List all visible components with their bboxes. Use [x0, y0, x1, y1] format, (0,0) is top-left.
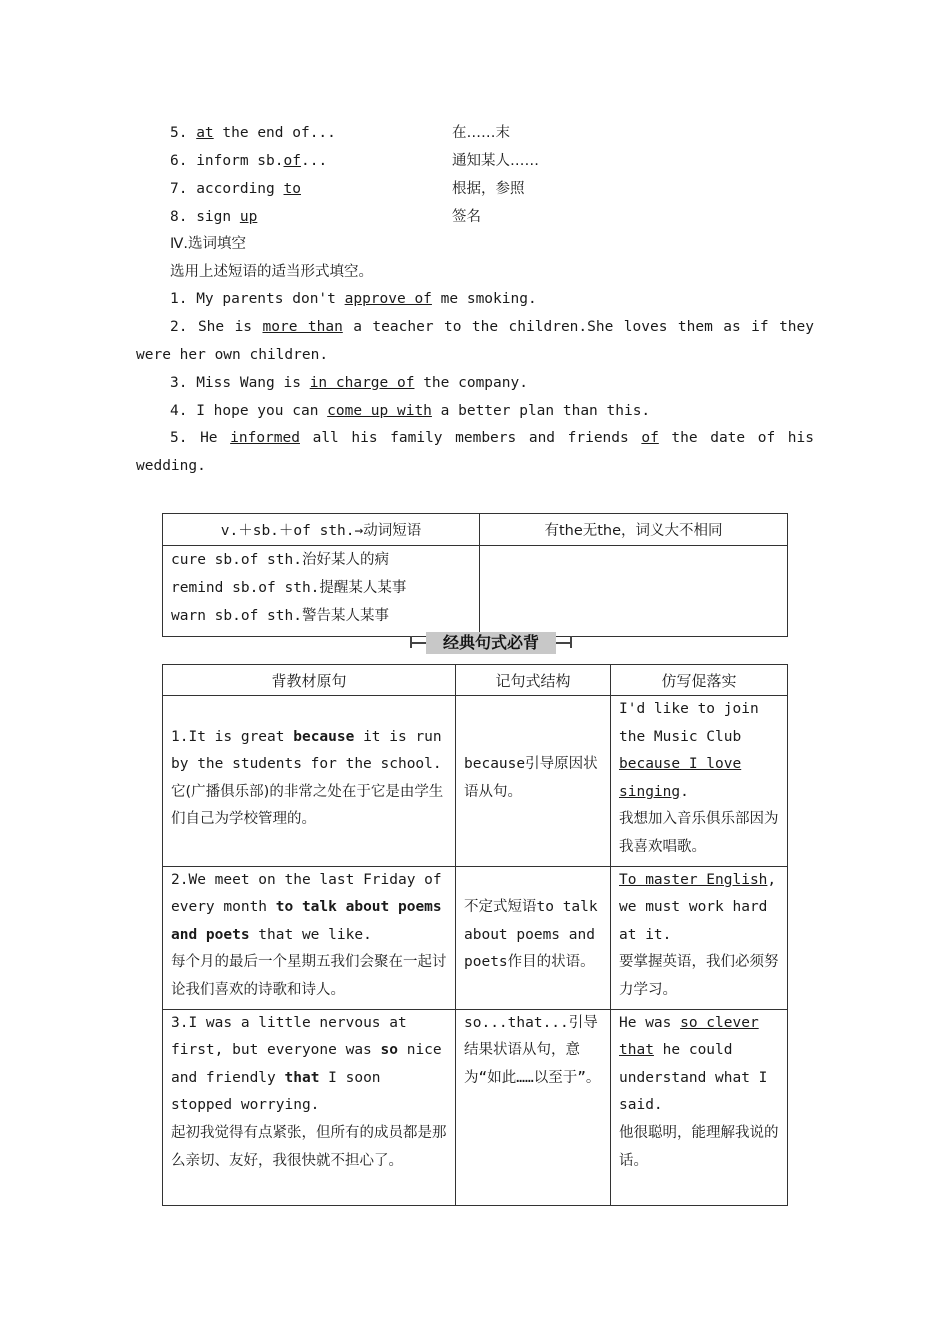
item-number: 8. — [170, 209, 188, 225]
original-cell: 2.We meet on the last Friday of every month to talk about poems and poets that we like. 每个月的最后一个星期五我们会聚在一起讨论我们喜欢的诗歌和诗人。 — [163, 866, 456, 1009]
section-title: Ⅳ.选词填空 — [170, 236, 246, 252]
answer-blank: because I love singing — [619, 756, 742, 800]
answer-blank: more than — [262, 319, 343, 335]
exercise-item: 5. He informed all his family members and friends of the date of his wedding. — [136, 430, 814, 474]
phrase-meaning: 在……末 — [452, 125, 510, 141]
note-left-cell — [163, 546, 480, 637]
note-right-cell — [480, 546, 788, 637]
column-header: 背教材原句 — [163, 665, 456, 696]
table-row — [163, 696, 788, 867]
phrase-meaning: 根据，参照 — [452, 181, 525, 197]
item-number: 5. — [170, 430, 188, 446]
answer-blank: approve of — [344, 291, 432, 307]
note-line: warn sb.of sth.警告某人某事 — [171, 608, 389, 624]
answer-blank: in charge of — [309, 375, 415, 391]
item-number: 2. — [170, 319, 188, 335]
table-row — [163, 1009, 788, 1205]
column-header: 仿写促落实 — [611, 665, 788, 696]
banner-label: 经典句式必背 — [426, 632, 556, 654]
sentence-table — [162, 664, 788, 1206]
exercise-item: 2. She is more than a teacher to the children.She loves them as if they were her own children. — [136, 319, 814, 363]
item-number: 1. — [170, 291, 188, 307]
phrase-meaning: 通知某人…… — [452, 153, 539, 169]
table-row — [163, 866, 788, 1009]
original-cell: 3.I was a little nervous at first, but everyone was so nice and friendly that I soon stopped worrying. 起初我觉得有点紧张，但所有的成员都是那么亲切、友好，我很快就不担心了。 — [163, 1009, 456, 1205]
answer-blank: informed — [230, 430, 300, 446]
answer-blank: to — [283, 181, 301, 197]
imitation-cell: To master English, we must work hard at it. 要掌握英语，我们必须努力学习。 — [611, 866, 788, 1009]
item-number: 5. — [170, 125, 188, 141]
answer-blank: up — [239, 209, 258, 225]
note-header-left: v.＋sb.＋of sth.→动词短语 — [163, 514, 480, 546]
answer-blank: of — [641, 430, 659, 446]
exercise-item: 3. Miss Wang is in charge of the company. — [170, 375, 528, 391]
note-line: cure sb.of sth.治好某人的病 — [171, 552, 389, 568]
answer-blank: To master English — [619, 871, 768, 888]
answer-blank: of — [283, 153, 301, 169]
column-header: 记句式结构 — [456, 665, 611, 696]
original-cell: 1.It is great because it is run by the students for the school. 它(广播俱乐部)的非常之处在于它是由学生们自己为学校管理的。 — [163, 696, 456, 867]
imitation-cell: He was so clever that he could understand what I said. 他很聪明，能理解我说的话。 — [611, 1009, 788, 1205]
exercise-item: 1. My parents don't approve of me smoking. — [170, 291, 537, 307]
item-number: 6. — [170, 153, 188, 169]
section-banner — [410, 632, 572, 654]
structure-cell: because引导原因状语从句。 — [456, 696, 611, 867]
item-number: 7. — [170, 181, 188, 197]
imitation-cell: I'd like to join the Music Club because I love singing. 我想加入音乐俱乐部因为我喜欢唱歌。 — [611, 696, 788, 867]
answer-blank: at — [196, 125, 214, 141]
answer-blank: so clever that — [619, 1014, 759, 1059]
structure-cell: so...that...引导结果状语从句，意为“如此……以至于”。 — [456, 1009, 611, 1205]
note-line: remind sb.of sth.提醒某人某事 — [171, 580, 407, 596]
exercise-item: 4. I hope you can come up with a better plan than this. — [170, 403, 651, 419]
phrase-meaning: 签名 — [452, 209, 481, 225]
section-instruction: 选用上述短语的适当形式填空。 — [170, 264, 373, 280]
structure-cell: 不定式短语to talk about poems and poets作目的状语。 — [456, 866, 611, 1009]
answer-blank: come up with — [327, 403, 432, 419]
item-number: 3. — [170, 375, 188, 391]
note-table — [162, 513, 788, 637]
item-number: 4. — [170, 403, 188, 419]
note-header-right: 有the无the，词义大不相同 — [480, 514, 788, 546]
